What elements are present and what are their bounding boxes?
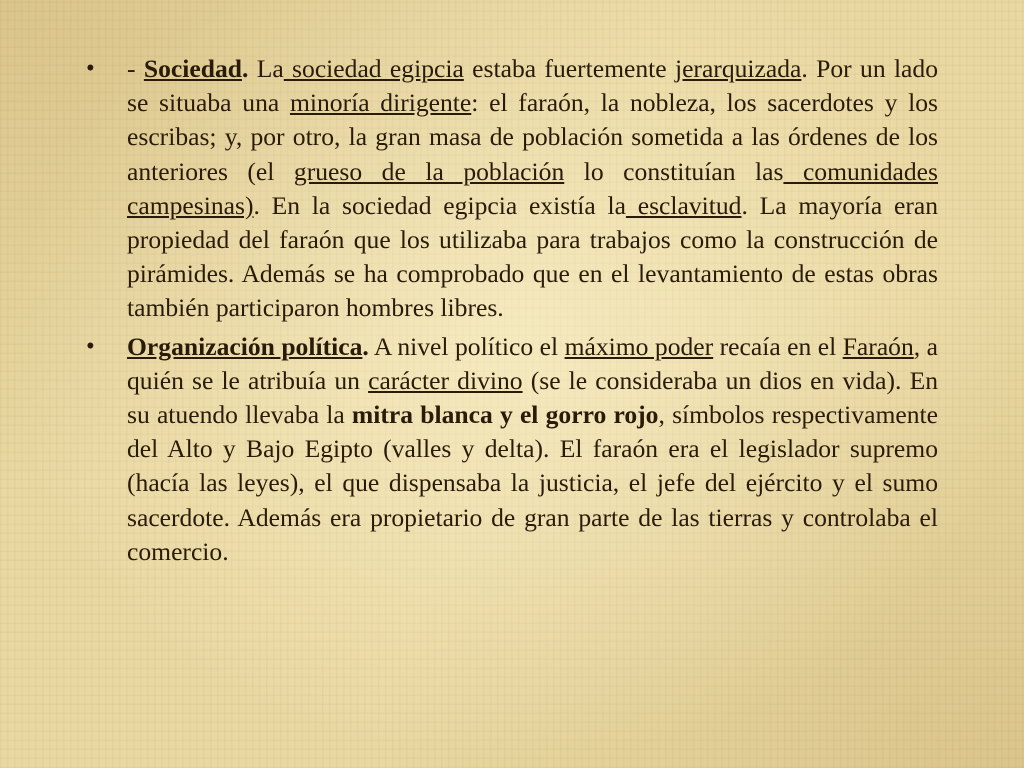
underlined-text: minoría dirigente xyxy=(289,88,472,118)
underlined-text: Faraón xyxy=(842,331,914,361)
text: , símbolos respectivamente del Alto y Bajo Egipto (valles y delta). El faraón era el legislador supremo (hacía las leyes), el que dispensaba la justicia, el jefe del ejército y el sumo sacerdote. Además era propietario de gran parte de las tierras y controlaba el comercio. xyxy=(127,400,938,566)
text: , a quién se le atribuía un xyxy=(127,331,938,395)
underlined-text: comunidades campesinas) xyxy=(127,156,938,220)
underlined-text: grueso de la población xyxy=(293,156,565,186)
bullet-sociedad xyxy=(86,52,938,326)
heading-organizacion-politica: Organización política xyxy=(127,331,363,361)
underlined-text: máximo poder xyxy=(564,331,714,361)
heading-sociedad: Sociedad xyxy=(143,54,242,83)
text: . xyxy=(362,331,369,361)
text: : el faraón, la nobleza, los sacerdotes y los escribas; y, por otro, la gran masa de población sometida a las órdenes de los anteriores (el xyxy=(127,88,938,186)
text: lo constituían las xyxy=(564,156,784,186)
bullet-organizacion-politica xyxy=(86,330,938,569)
text: . La mayoría eran propiedad del faraón que los utilizaba para trabajos como la construcción de pirámides. Además se ha comprobado que en el levantamiento de estas obras también participaron hombres libres. xyxy=(127,190,938,323)
text: La xyxy=(248,54,284,83)
text: . xyxy=(242,54,249,83)
underlined-text: esclavitud xyxy=(625,190,742,220)
underlined-text: sociedad egipcia xyxy=(283,54,464,83)
text: . Por un lado se situaba una xyxy=(127,54,939,118)
underlined-text: jerarquizada xyxy=(674,54,802,83)
slide-content xyxy=(86,52,938,573)
text: recaía en el xyxy=(713,331,843,361)
underlined-text: carácter divino xyxy=(368,365,523,395)
text: - xyxy=(127,54,144,83)
text: . En la sociedad egipcia existía la xyxy=(253,190,626,220)
bold-text: mitra blanca y el gorro rojo xyxy=(351,400,659,430)
text: (se le consideraba un dios en vida). En su atuendo llevaba la xyxy=(127,365,938,430)
text: estaba fuertemente xyxy=(463,54,675,83)
text: A nivel político el xyxy=(368,331,565,361)
